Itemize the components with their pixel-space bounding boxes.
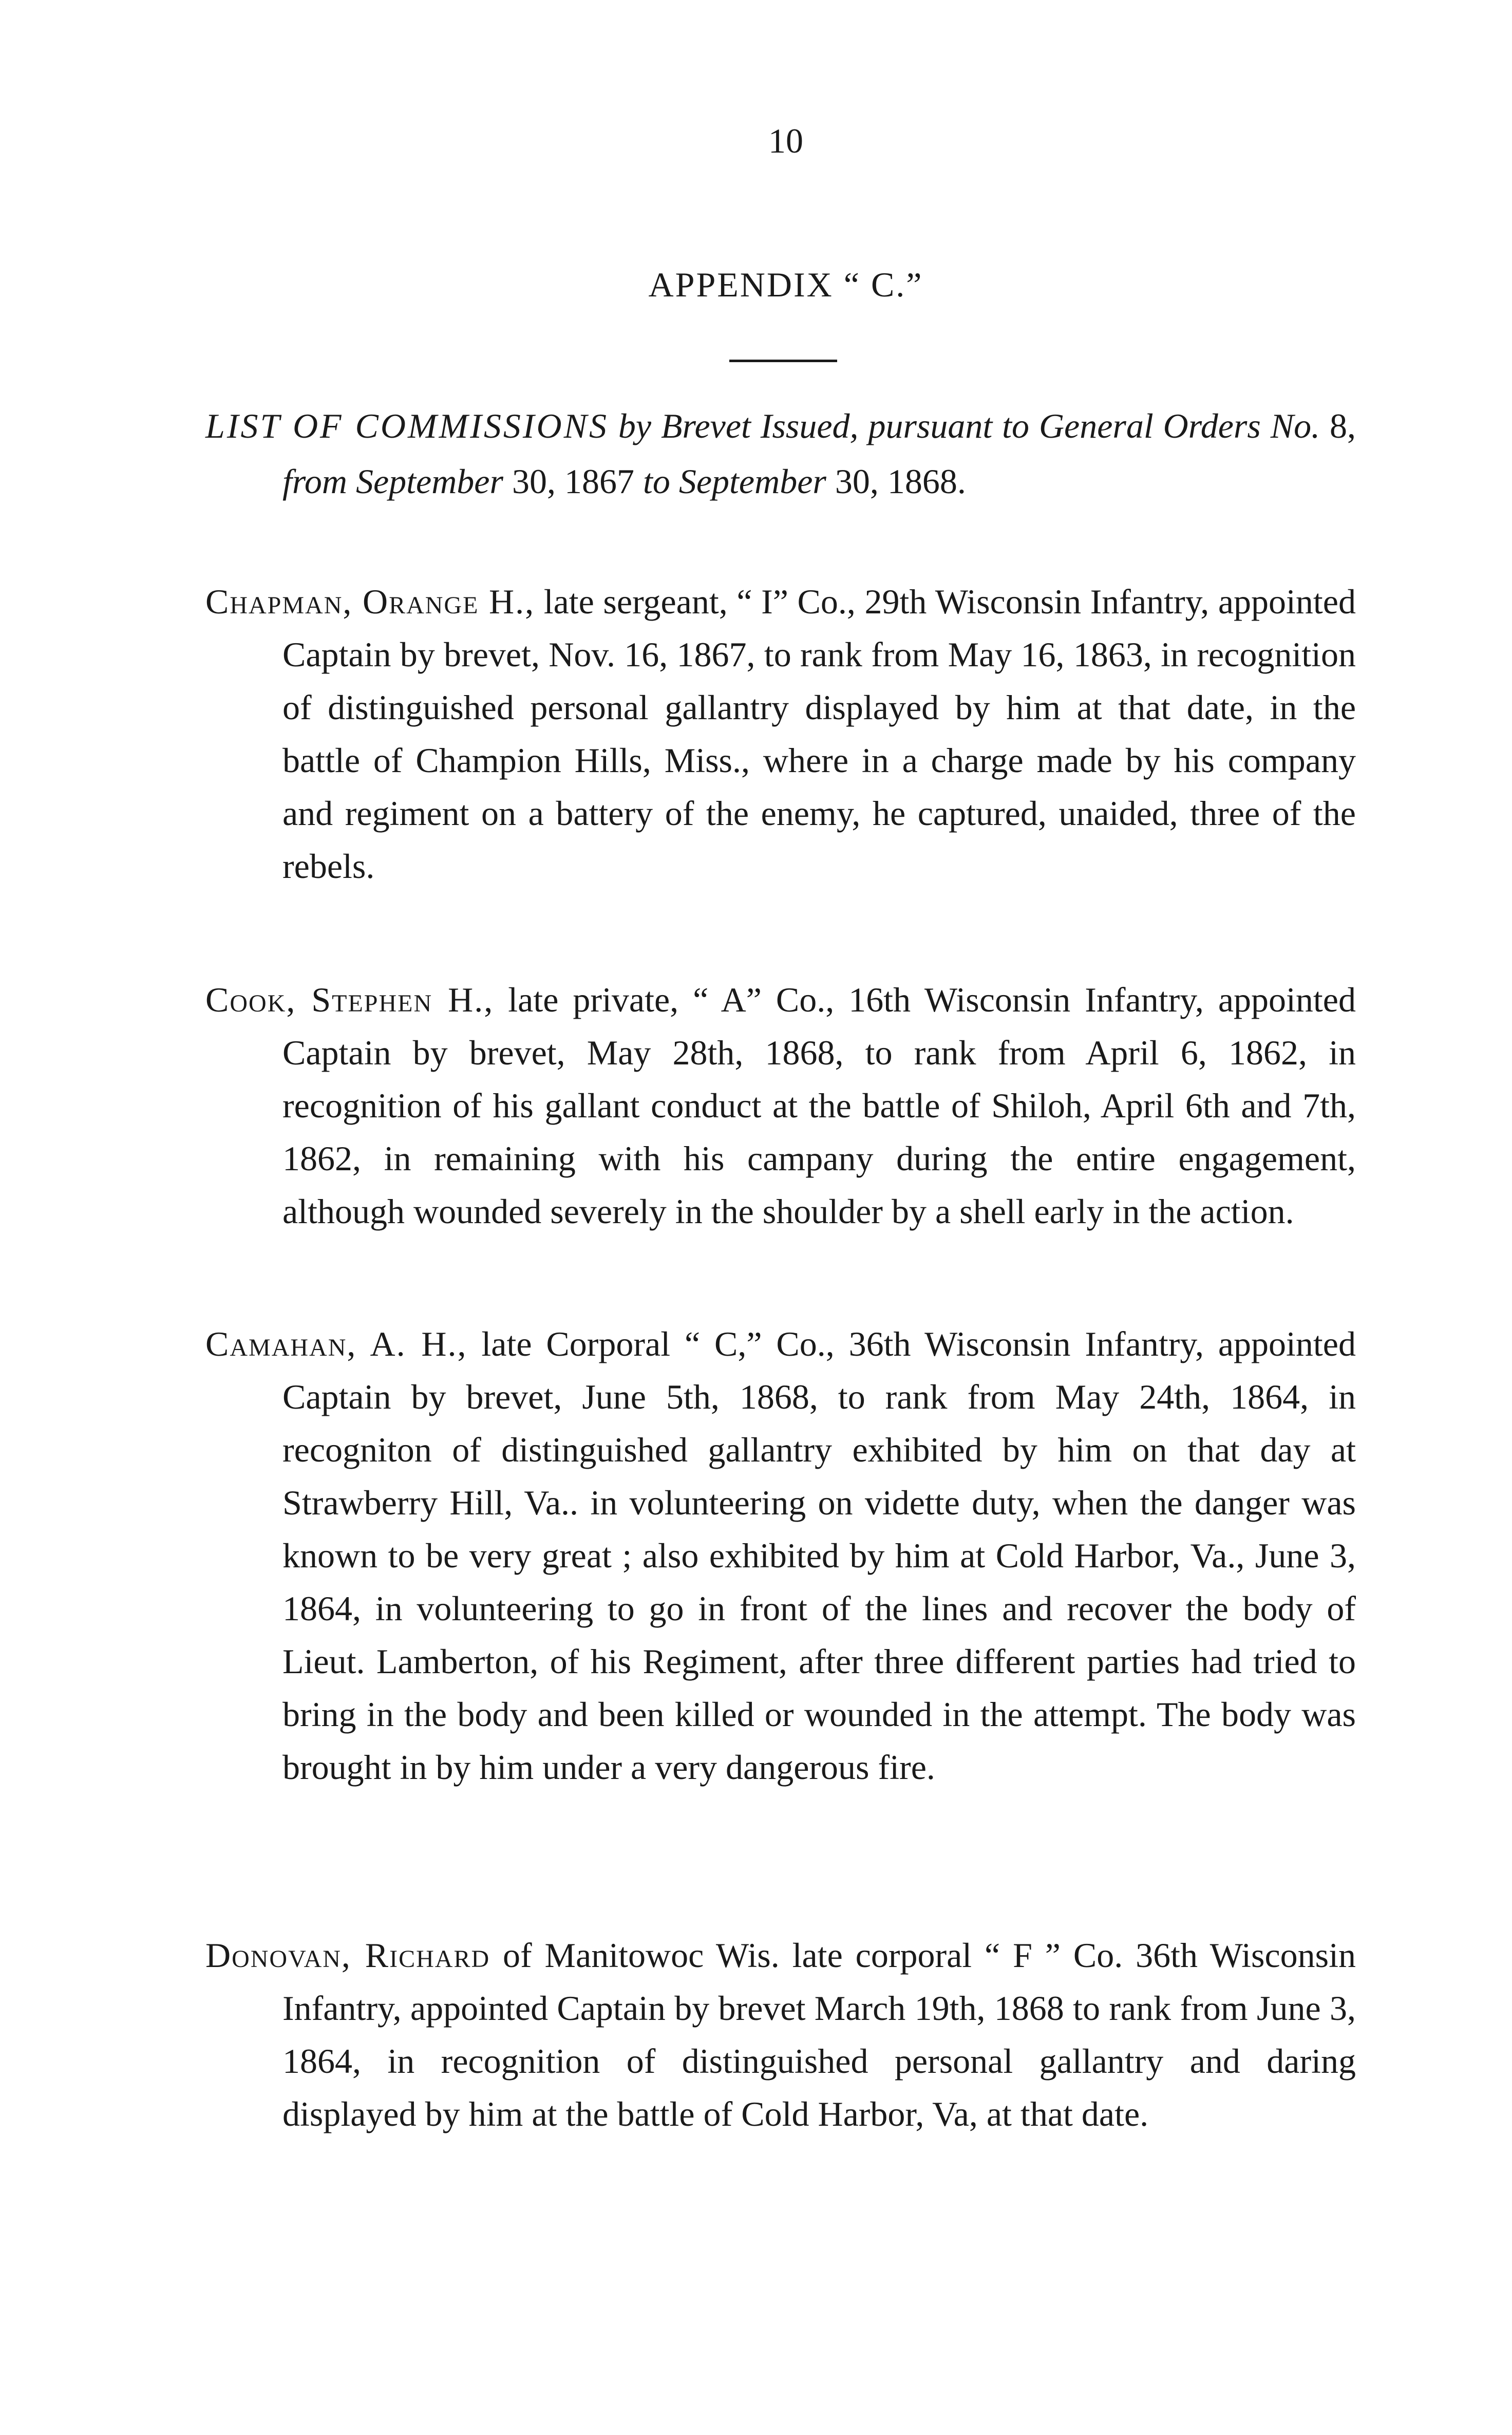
entry-name: Chapman, Orange H., <box>205 582 535 621</box>
list-heading-text-1: by Brevet Issued, pursuant to General Orders No. <box>609 406 1330 445</box>
list-heading-text-5: to September <box>642 462 835 501</box>
commission-entry <box>205 575 1356 893</box>
entry-text: of Manitowoc Wis. late corporal “ F ” Co. 36th Wisconsin Infantry, appointed Captain by brevet March 19th, 1868 to rank from June 3, 1864, in recognition of distinguished personal gallantry and daring displayed by him at the battle of Cold Harbor, Va, at that date. <box>282 1936 1356 2133</box>
entry-text: late Corporal “ C,” Co., 36th Wisconsin Infantry, appointed Captain by brevet, June 5th, 1868, to rank from May 24th, 1864, in recogniton of distinguished gallantry exhibited by him on that day at Strawberry Hill, Va.. in volunteering on vidette duty, when the danger was known to be very great ; also exhibited by him at Cold Harbor, Va., June 3, 1864, in volunteering to go in front of the lines and recover the body of Lieut. Lamberton, of his Regiment, after three different parties had tried to bring in the body and been killed or wounded in the attempt. The body was brought in by him under a very dangerous fire. <box>282 1324 1356 1787</box>
entry-name: Donovan, Richard <box>205 1936 490 1975</box>
list-heading-text-2: 8, <box>1330 406 1356 445</box>
list-heading-text-3: from September <box>282 462 512 501</box>
commission-entry <box>205 1929 1356 2141</box>
page-number: 10 <box>768 121 803 160</box>
title-divider <box>729 360 837 362</box>
entry-text: late private, “ A” Co., 16th Wisconsin Infantry, appointed Captain by brevet, May 28th, 1868, to rank from April 6, 1862, in recognition of his gallant conduct at the battle of Shiloh, April 6th and 7th, 1862, in remaining with his campany during the entire engagement, although wounded severely in the shoulder by a shell early in the action. <box>282 980 1356 1231</box>
list-heading-caps: LIST OF COMMISSIONS <box>205 406 609 445</box>
entry-name: Cook, Stephen H., <box>205 980 494 1019</box>
entry-text: late sergeant, “ I” Co., 29th Wisconsin Infantry, appointed Captain by brevet, Nov. 16, 1867, to rank from May 16, 1863, in recognition of distinguished personal gallantry displayed by him at that date, in the battle of Champion Hills, Miss., where in a charge made by his company and regiment on a battery of the enemy, he captured, unaided, three of the rebels. <box>282 582 1356 886</box>
list-heading-text-4: 30, 1867 <box>512 462 643 501</box>
list-heading-text-6: 30, 1868. <box>835 462 966 501</box>
entry-name: Camahan, A. H., <box>205 1324 467 1363</box>
commission-entry <box>205 1318 1356 1794</box>
commission-entry <box>205 973 1356 1238</box>
appendix-title: APPENDIX “ C.” <box>648 265 923 304</box>
list-heading <box>205 398 1356 509</box>
